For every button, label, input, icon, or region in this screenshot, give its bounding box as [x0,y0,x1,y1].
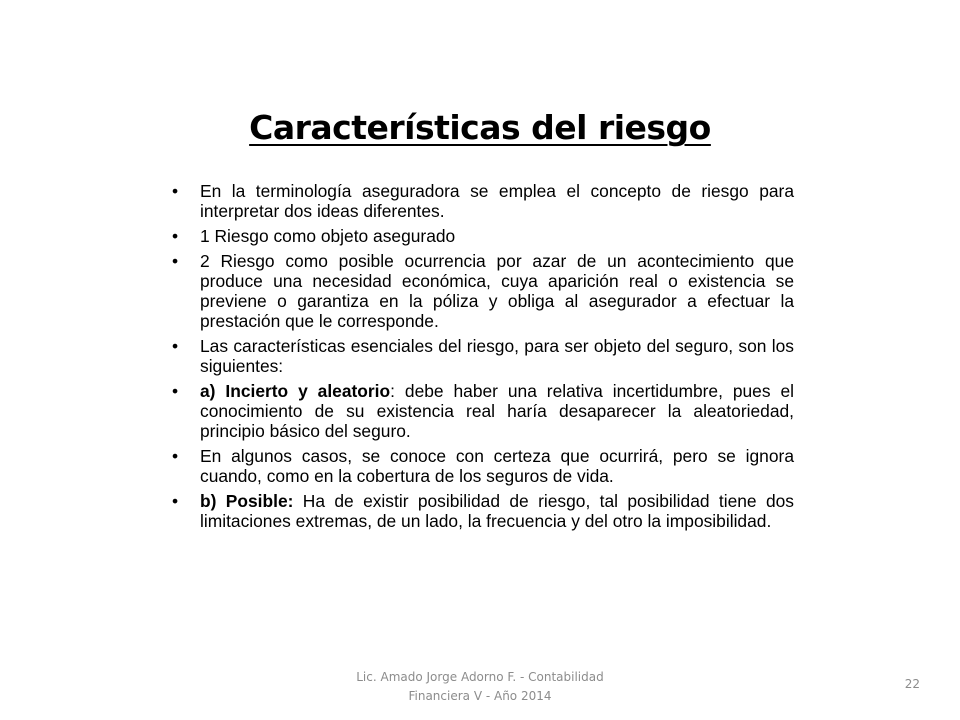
page-number: 22 [904,677,920,691]
footer-line-1: Lic. Amado Jorge Adorno F. - Contabilidad [356,670,604,684]
footer-text [330,668,630,706]
bullet-icon: • [172,251,179,271]
bullet-icon: • [172,381,179,401]
list-item [168,181,794,221]
item-bold-text: b) Posible: [200,491,294,511]
list-item [168,336,794,376]
item-text: 1 Riesgo como objeto asegurado [200,226,456,246]
footer-line-2: Financiera V - Año 2014 [408,689,552,703]
list-item [168,226,794,246]
item-text: Las características esenciales del riesgo, para ser objeto del seguro, son los siguientes: [200,336,794,376]
item-text: En algunos casos, se conoce con certeza que ocurrirá, pero se ignora cuando, como en la cobertura de los seguros de vida. [200,446,794,486]
item-text: Ha de existir posibilidad de riesgo, tal posibilidad tiene dos limitaciones extremas, de un lado, la frecuencia y del otro la imposibilidad. [200,491,795,531]
item-text: 2 Riesgo como posible ocurrencia por azar de un acontecimiento que produce una necesidad económica, cuya aparición real o existencia se previene o garantiza en la póliza y obliga al asegurador a efectuar la prestación que le corresponde. [200,251,794,331]
item-bold-text: a) Incierto y aleatorio [200,381,391,401]
bullet-icon: • [172,446,179,466]
list-item [168,381,794,441]
bullet-icon: • [172,226,179,246]
item-text: : debe haber una relativa incertidumbre, pues el conocimiento de su existencia real haría desaparecer la aleatoriedad, principio básico del seguro. [200,381,794,441]
bullet-icon: • [172,181,179,201]
item-text: En la terminología aseguradora se emplea el concepto de riesgo para interpretar dos ideas diferentes. [200,181,794,221]
bullet-icon: • [172,336,179,356]
list-item [168,491,794,531]
slide-title: Características del riesgo [249,108,711,147]
bullet-icon: • [172,491,179,511]
list-item [168,251,794,331]
bullet-list [168,181,794,536]
list-item [168,446,794,486]
